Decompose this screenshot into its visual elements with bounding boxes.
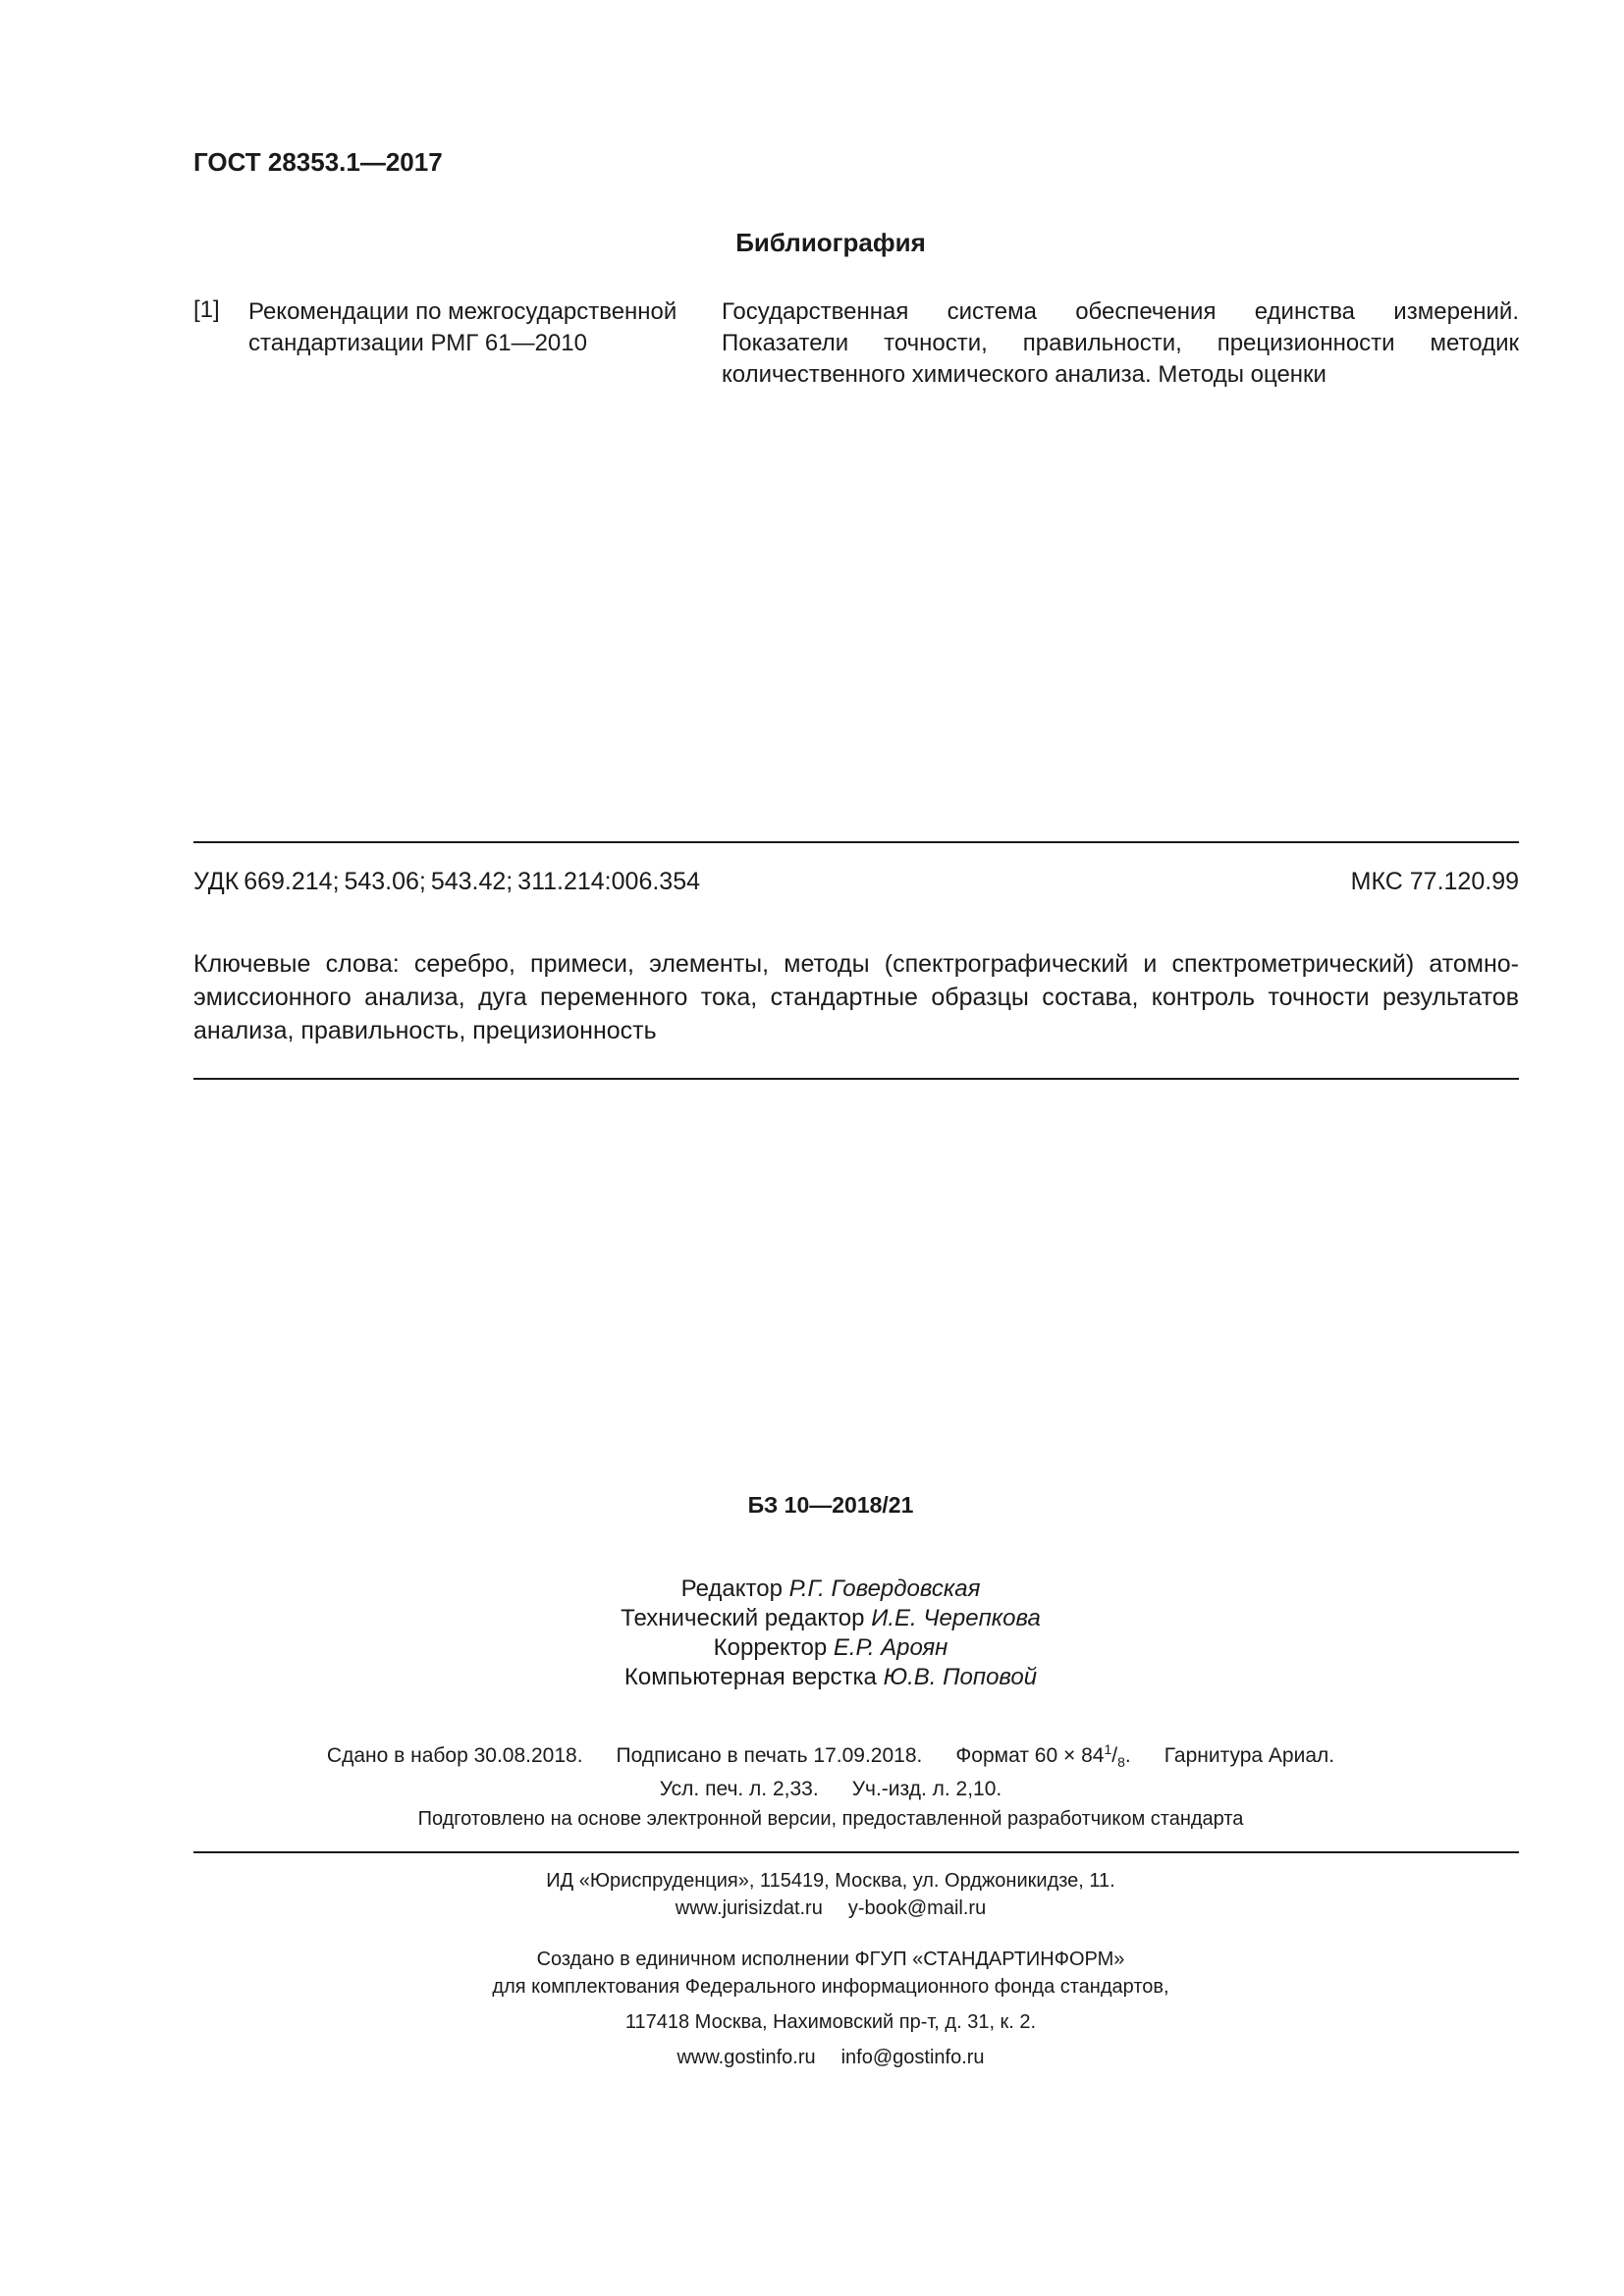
creator-email[interactable]: info@gostinfo.ru (840, 2047, 985, 2068)
divider-top (193, 841, 1519, 843)
publisher-email[interactable]: y-book@mail.ru (847, 1897, 987, 1919)
staff-corrector: Корректор Е.Р. Ароян (713, 1634, 948, 1661)
bibliography-title: Библиография (735, 228, 926, 257)
bibliography-item-source: Рекомендации по межгосударственной стандартизации РМГ 61—2010 (248, 298, 677, 356)
publication-line-2: Усл. печ. л. 2,33. Уч.-изд. л. 2,10. (659, 1778, 1002, 1801)
staff-list (0, 1575, 1624, 1692)
bibliography-item-number: [1] (193, 296, 220, 323)
bz-number: БЗ 10—2018/21 (747, 1492, 914, 1518)
publication-line-1: Сдано в набор 30.08.2018. Подписано в печать 17.09.2018. Формат $60 \times 84^1/_8$. Гарнитура Ариал. (326, 1741, 1335, 1771)
creator-info (0, 1946, 1624, 2071)
standard-id: ГОСТ 28353.1—2017 (193, 147, 443, 177)
creator-website[interactable]: www.gostinfo.ru (677, 2047, 816, 2068)
udk-code: УДК 669.214; 543.06; 543.42; 311.214:006.354 (193, 868, 700, 895)
publisher-address: ИД «Юриспруденция», 115419, Москва, ул. Орджоникидзе, 11. (546, 1870, 1115, 1892)
staff-tech-editor: Технический редактор И.Е. Черепкова (621, 1605, 1041, 1631)
divider-bottom (193, 1851, 1519, 1853)
mks-code: МКС 77.120.99 (1350, 868, 1519, 895)
publisher-contacts (37, 1895, 1624, 1922)
publication-info (0, 1735, 1624, 1803)
creator-address: 117418 Москва, Нахимовский пр-т, д. 31, к. 2. (624, 2011, 1037, 2033)
staff-layout: Компьютерная верстка Ю.В. Поповой (623, 1664, 1038, 1690)
publisher-website[interactable]: www.jurisizdat.ru (675, 1897, 823, 1919)
creator-contacts (37, 2044, 1624, 2071)
keywords: Ключевые слова: серебро, примеси, элементы, методы (спектрографический и спектрометрический) атомно-эмиссионного анализа, дуга переменного тока, стандартные образцы состава, контроль точности результатов анализа, правильность, прецизионность (193, 950, 1519, 1044)
divider-middle (193, 1078, 1519, 1080)
publisher-info (0, 1867, 1624, 1922)
prepared-note: Подготовлено на основе электронной версии, предоставленной разработчиком стандарта (417, 1808, 1244, 1830)
bibliography-item-title: Государственная система обеспечения единства измерений. Показатели точности, правильности, прецизионности методик количественного химического анализа. Методы оценки (722, 298, 1519, 388)
creator-line-2: для комплектования Федерального информационного фонда стандартов, (492, 1976, 1169, 1998)
staff-editor: Редактор Р.Г. Говердовская (680, 1575, 981, 1602)
creator-line-1: Создано в единичном исполнении ФГУП «СТАНДАРТИНФОРМ» (536, 1949, 1125, 1970)
